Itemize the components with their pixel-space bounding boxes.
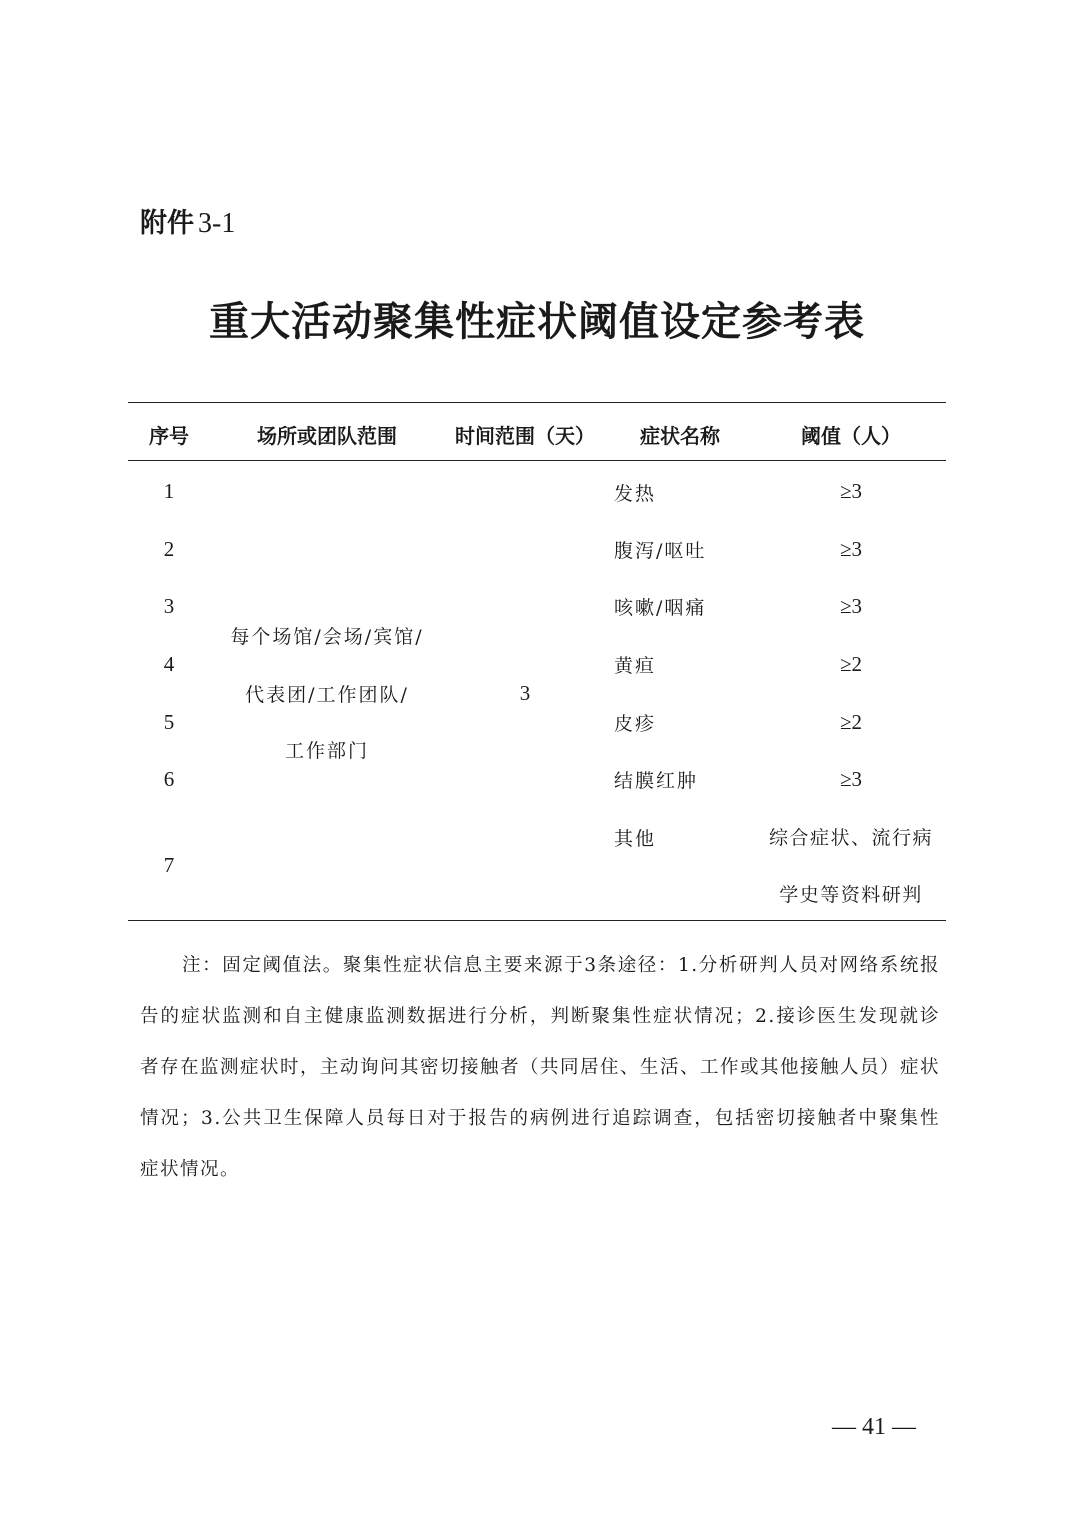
row-threshold-6: ≥3	[839, 767, 863, 791]
attachment-number: 3-1	[198, 208, 236, 239]
row-threshold-5: ≥2	[839, 710, 863, 734]
row-threshold-7-line-2: 学史等资料研判	[779, 884, 923, 906]
header-time: 时间范围（天）	[455, 424, 595, 448]
header-place: 场所或团队范围	[257, 424, 397, 448]
row-threshold-4: ≥2	[839, 652, 863, 676]
row-symptom-5: 皮疹	[614, 713, 657, 735]
row-symptom-1: 发热	[614, 483, 657, 505]
table-top-rule	[128, 402, 946, 403]
row-threshold-2: ≥3	[839, 537, 863, 561]
header-index: 序号	[149, 424, 189, 448]
row-symptom-4: 黄疸	[614, 655, 657, 677]
place-line-2: 代表团/工作团队/	[245, 684, 409, 706]
table-note: 注：固定阈值法。聚集性症状信息主要来源于3条途径：1.分析研判人员对网络系统报告的症状监测和自主健康监测数据进行分析，判断聚集性症状情况；2.接诊医生发现就诊者存在监测症状时，主动询问其密切接触者（共同居住、生活、工作或其他接触人员）症状情况；3.公共卫生保障人员每日对于报告的病例进行追踪调查，包括密切接触者中聚集性症状情况。	[140, 955, 941, 1180]
row-index-1: 1	[163, 479, 175, 503]
attachment-word: 附件	[140, 208, 194, 239]
place-line-1: 每个场馆/会场/宾馆/	[230, 626, 424, 648]
header-symptom: 症状名称	[640, 424, 720, 448]
row-symptom-6: 结膜红肿	[614, 770, 699, 792]
row-threshold-1: ≥3	[839, 479, 863, 503]
row-threshold-7-line-1: 综合症状、流行病	[768, 827, 933, 849]
attachment-label	[140, 201, 235, 240]
row-index-5: 5	[163, 710, 175, 734]
page-title: 重大活动聚集性症状阈值设定参考表	[209, 298, 865, 345]
row-symptom-2: 腹泻/呕吐	[614, 540, 707, 562]
row-threshold-3: ≥3	[839, 594, 863, 618]
row-index-3: 3	[163, 594, 175, 618]
row-index-6: 6	[163, 767, 175, 791]
header-threshold: 阈值（人）	[801, 424, 901, 448]
time-value: 3	[519, 681, 531, 705]
table-bottom-rule	[128, 920, 946, 921]
place-line-3: 工作部门	[284, 740, 369, 762]
row-index-2: 2	[163, 537, 175, 561]
table-header-rule	[128, 460, 946, 461]
row-symptom-3: 咳嗽/咽痛	[614, 597, 707, 619]
row-index-4: 4	[163, 652, 175, 676]
row-index-7: 7	[163, 853, 175, 877]
row-symptom-7: 其他	[614, 828, 657, 850]
page-number: — 41 —	[832, 1414, 916, 1440]
